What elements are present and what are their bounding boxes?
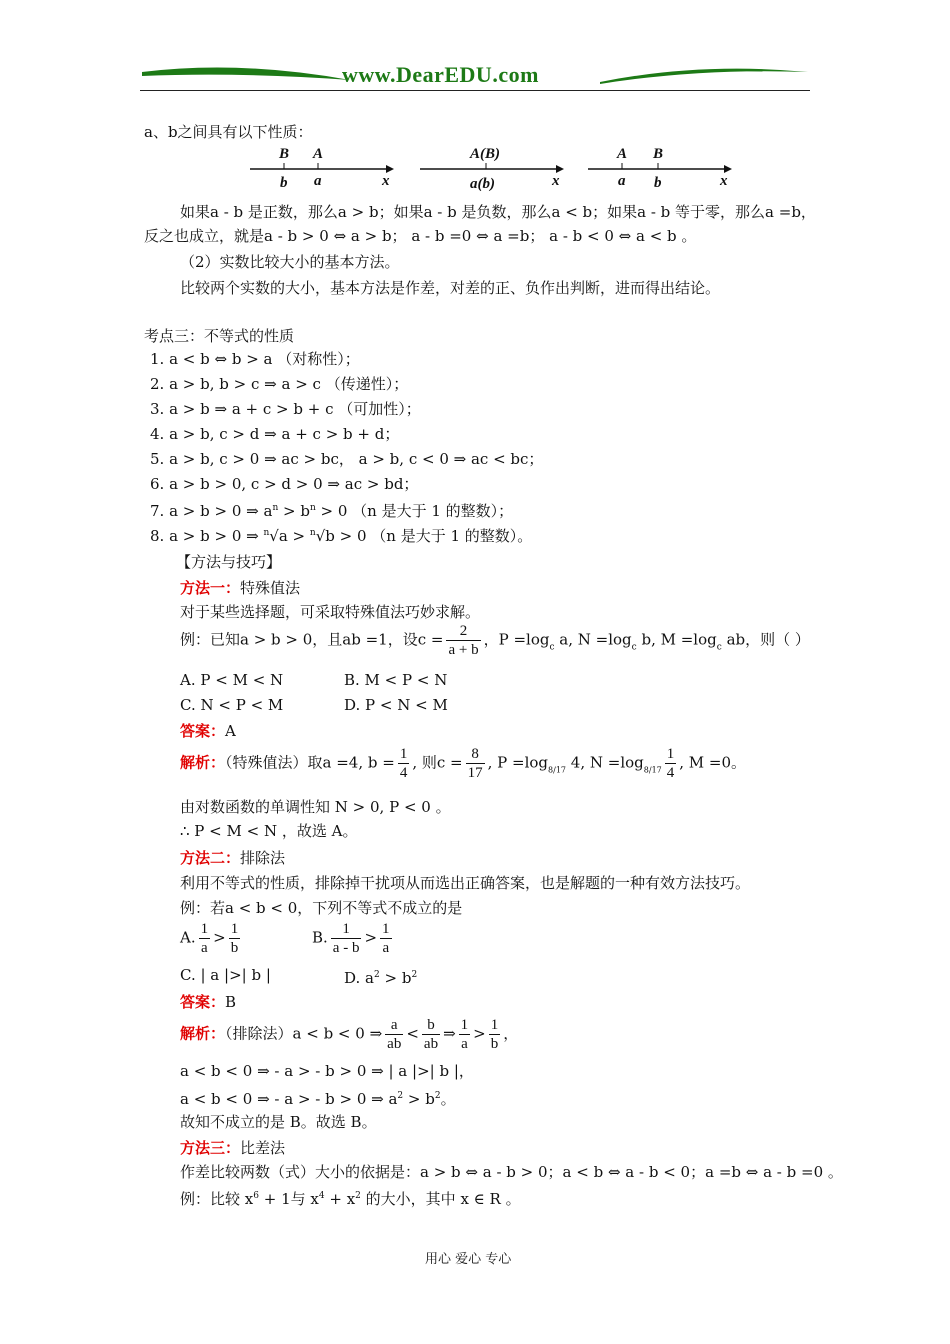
sub2-title: （2）实数比较大小的基本方法。 bbox=[180, 253, 400, 271]
nl3-bot-a: a bbox=[618, 173, 626, 189]
method1-analysis: 解析：（特殊值法）取a =4, b = $\frac{1}{4}$ , 则c = $\frac{8}{17}$ , $P =\log_{8/17}$ 4, $N =\log_{8/17}$ $\frac{1}{4}$ , M =0。 bbox=[180, 746, 747, 781]
nl3-top-B: B bbox=[653, 146, 664, 162]
header-swoosh-left bbox=[140, 62, 360, 92]
method2-option-c: C. | a |>| b | bbox=[180, 966, 271, 984]
method1-line3: ∴ P < M < N ，故选 A。 bbox=[180, 822, 358, 840]
property-item-8: 8. a > b > 0 ⇒ $^n$√a > $^n$√b > 0 （n 是大于 1 的整数）。 bbox=[150, 527, 533, 545]
method2-heading: 方法二：排除法 bbox=[180, 849, 286, 867]
property-item-7: 7. a > b > 0 ⇒ $a^n > b^n > 0$ （n 是大于 1 的整数）； bbox=[150, 502, 514, 520]
property-item: 5. a > b, c > 0 ⇒ ac > bc， a > b, c < 0 ⇒ ac < bc； bbox=[150, 450, 544, 468]
method2-analysis: 解析：（排除法）a < b < 0 ⇒ $\frac{a}{ab}$ < $\frac{b}{ab}$ ⇒ $\frac{1}{a}$ > $\frac{1}{b}$ ， bbox=[180, 1017, 519, 1052]
property-item: 3. a > b ⇒ a + c > b + c （可加性）； bbox=[150, 400, 421, 418]
method2-option-a: A. $\frac{1}{a}$ > $\frac{1}{b}$ bbox=[180, 921, 239, 956]
method2-line3: a < b < 0 ⇒ - a > - b > 0 ⇒ $a^2 > b^2$。 bbox=[180, 1090, 456, 1108]
method3-example: 例：比较 $x^6 + 1$与 $x^4 + x^2$ 的大小，其中 x ∈ R 。 bbox=[180, 1190, 521, 1208]
nl3-top-A: A bbox=[617, 146, 628, 162]
nl2-top: A(B) bbox=[470, 146, 500, 162]
method3-desc: 作差比较两数（式）大小的依据是：a > b ⇔ a - b > 0；a < b ⇔ a - b < 0；a =b ⇔ a - b =0 。 bbox=[180, 1163, 843, 1181]
method1-heading: 方法一：特殊值法 bbox=[180, 579, 301, 597]
header-banner bbox=[140, 60, 810, 96]
method1-answer: 答案：A bbox=[180, 722, 236, 740]
nl1-top-A: A bbox=[313, 146, 324, 162]
nl3-axis: x bbox=[720, 173, 728, 189]
site-logo[interactable]: www.DearEDU.com bbox=[342, 62, 539, 87]
method2-line4: 故知不成立的是 B。故选 B。 bbox=[180, 1113, 377, 1131]
property-item: 6. a > b > 0, c > d > 0 ⇒ ac > bd； bbox=[150, 475, 419, 493]
property-item: 1. a < b ⇔ b > a （对称性）； bbox=[150, 350, 360, 368]
method1-option-c: C. N < P < M bbox=[180, 696, 284, 714]
nl3-bot-b: b bbox=[654, 175, 662, 191]
method1-line2: 由对数函数的单调性知 N > 0, P < 0 。 bbox=[180, 798, 451, 816]
nl1-top-B: B bbox=[279, 146, 290, 162]
method2-example: 例：若a < b < 0，下列不等式不成立的是 bbox=[180, 899, 463, 917]
method1-desc: 对于某些选择题，可采取特殊值法巧妙求解。 bbox=[180, 603, 481, 621]
nl2-bot: a(b) bbox=[470, 176, 495, 192]
nl1-bot-b: b bbox=[280, 175, 288, 191]
nl2-axis: x bbox=[552, 173, 560, 189]
method1-option-a: A. P < M < N bbox=[180, 671, 284, 689]
section3-title: 考点三：不等式的性质 bbox=[144, 327, 295, 345]
methods-title: 【方法与技巧】 bbox=[176, 553, 282, 571]
header-swoosh-right bbox=[590, 62, 810, 92]
method2-option-d: D. $a^2 > b^2$ bbox=[344, 969, 418, 987]
page-footer: 用心 爱心 专心 bbox=[425, 1252, 512, 1267]
property-item: 4. a > b, c > d ⇒ a + c > b + d； bbox=[150, 425, 400, 443]
method3-heading: 方法三：比差法 bbox=[180, 1139, 286, 1157]
intro-line: a、b之间具有以下性质： bbox=[144, 123, 313, 141]
method1-option-b: B. M < P < N bbox=[344, 671, 448, 689]
nl1-bot-a: a bbox=[314, 173, 322, 189]
property-item: 2. a > b, b > c ⇒ a > c （传递性）； bbox=[150, 375, 409, 393]
method2-option-b: B. $\frac{1}{a - b}$ > $\frac{1}{a}$ bbox=[312, 921, 390, 956]
nl1-axis: x bbox=[382, 173, 390, 189]
method1-option-d: D. P < N < M bbox=[344, 696, 448, 714]
number-lines-figure bbox=[248, 142, 738, 194]
intro-para-line2: 反之也成立，就是a - b > 0 ⇔ a > b； a - b =0 ⇔ a =b； a - b < 0 ⇔ a < b 。 bbox=[144, 227, 697, 245]
method1-example: 例：已知a > b > 0，且ab =1，设c = $\frac{2}{a + b}$ ，$P =\log_c$ a, $N =\log_c$ b, $M =\log_c$ ab，则（ ） bbox=[180, 623, 810, 658]
method2-desc: 利用不等式的性质，排除掉干扰项从而选出正确答案，也是解题的一种有效方法技巧。 bbox=[180, 874, 751, 892]
method2-answer: 答案：B bbox=[180, 993, 237, 1011]
sub2-text: 比较两个实数的大小，基本方法是作差，对差的正、负作出判断，进而得出结论。 bbox=[180, 279, 721, 297]
intro-para-line1: 如果a - b 是正数，那么a > b；如果a - b 是负数，那么a < b；如果a - b 等于零，那么a =b， bbox=[180, 203, 816, 221]
method2-line2: a < b < 0 ⇒ - a > - b > 0 ⇒ | a |>| b |， bbox=[180, 1062, 474, 1080]
header-rule bbox=[140, 90, 810, 91]
